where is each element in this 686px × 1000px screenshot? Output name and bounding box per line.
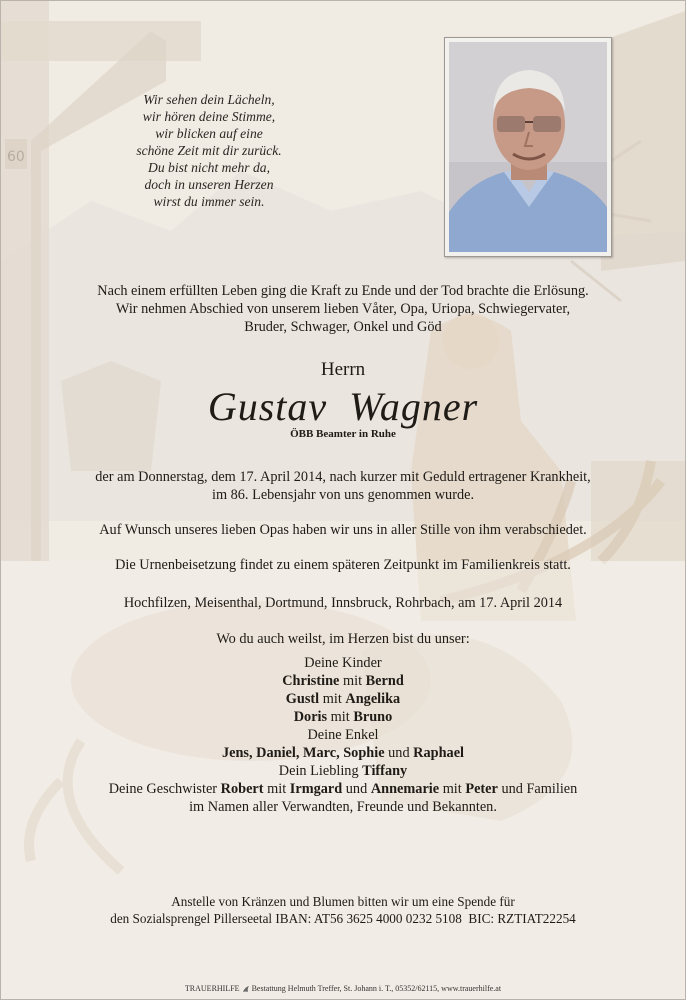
connector: und Familien xyxy=(501,781,578,797)
portrait-photo xyxy=(444,37,612,257)
footer-brand: TRAUERHILFE xyxy=(184,984,240,993)
death-notice-line: der am Donnerstag, dem 17. April 2014, nach kurzer mit Geduld ertragener Krankheit, xyxy=(95,469,591,485)
connector: mit xyxy=(342,673,363,689)
family-member: Doris xyxy=(293,709,328,725)
family-row xyxy=(1,780,685,798)
poem-line: wir hören deine Stimme, xyxy=(142,109,276,124)
family-member: Irmgard xyxy=(289,781,343,797)
family-row xyxy=(1,672,685,690)
grandchildren-label: Deine Enkel xyxy=(307,727,379,743)
salutation: Herrn xyxy=(320,359,366,380)
poem-line: wirst du immer sein. xyxy=(153,194,265,209)
family-row xyxy=(1,690,685,708)
family-row xyxy=(1,744,685,762)
poem-line: wir blicken auf eine xyxy=(155,126,263,141)
family-member: Gustl xyxy=(285,691,320,707)
intro-text xyxy=(1,282,685,336)
connector: und xyxy=(388,745,410,761)
intro-line: Wir nehmen Abschied von unserem lieben Våter, Opa, Uriopa, Schwiegervater, xyxy=(115,301,571,317)
family-member: Bernd xyxy=(365,673,404,689)
donation-line: den Sozialsprengel Pillerseetal IBAN: AT56 3625 4000 0232 5108 BIC: RZTIAT22254 xyxy=(110,911,576,926)
connector: und xyxy=(345,781,368,797)
family-member: Bruno xyxy=(353,709,393,725)
portrait-image xyxy=(449,42,607,252)
footer xyxy=(1,984,685,994)
poem-line: Wir sehen dein Lächeln, xyxy=(143,92,275,107)
death-notice xyxy=(1,468,685,504)
motto: Wo du auch weilst, im Herzen bist du unser: xyxy=(216,631,470,647)
intro-line: Nach einem erfüllten Leben ging die Kraft zu Ende und der Tod brachte die Erlösung. xyxy=(97,283,589,299)
donation-line: Anstelle von Kränzen und Blumen bitten wir um eine Spende für xyxy=(171,894,515,909)
family-list xyxy=(1,654,685,816)
family-member: Christine xyxy=(282,673,340,689)
wish-text: Auf Wunsch unseres lieben Opas haben wir uns in aller Stille von ihm verabschiedet. xyxy=(99,522,587,538)
family-member: Angelika xyxy=(345,691,401,707)
family-row xyxy=(1,708,685,726)
places-date: Hochfilzen, Meisenthal, Dortmund, Innsbruck, Rohrbach, am 17. April 2014 xyxy=(123,595,563,611)
urn-text: Die Urnenbeisetzung findet zu einem späteren Zeitpunkt im Familienkreis statt. xyxy=(115,557,571,573)
poem-line: doch in unseren Herzen xyxy=(144,177,274,192)
connector: mit xyxy=(442,781,462,797)
connector: mit xyxy=(322,691,342,707)
occupation: ÖBB Beamter in Ruhe xyxy=(290,428,396,440)
siblings-label: Deine Geschwister xyxy=(108,781,218,797)
favorite-label: Dein Liebling xyxy=(278,763,359,779)
poem xyxy=(119,91,299,210)
dove-icon xyxy=(242,985,250,994)
intro-line: Bruder, Schwager, Onkel und Göd xyxy=(244,319,442,335)
family-row xyxy=(1,762,685,780)
family-member: Annemarie xyxy=(370,781,440,797)
death-notice-line: im 86. Lebensjahr von uns genommen wurde. xyxy=(211,487,475,503)
family-member: Tiffany xyxy=(362,763,408,779)
family-member: Robert xyxy=(220,781,264,797)
svg-text:60: 60 xyxy=(7,149,25,165)
poem-line: schöne Zeit mit dir zurück. xyxy=(136,143,282,158)
deceased-name: Gustav Wagner xyxy=(207,384,479,429)
donation-request xyxy=(1,893,685,927)
children-label: Deine Kinder xyxy=(304,655,382,671)
poem-line: Du bist nicht mehr da, xyxy=(148,160,270,175)
closing-line: im Namen aller Verwandten, Freunde und Bekannten. xyxy=(189,799,497,815)
family-member: Jens, Daniel, Marc, Sophie xyxy=(221,745,385,761)
family-member: Raphael xyxy=(413,745,465,761)
connector: mit xyxy=(330,709,350,725)
connector: mit xyxy=(267,781,287,797)
footer-text: Bestattung Helmuth Treffer, St. Johann i. T., 05352/62115, www.trauerhilfe.at xyxy=(251,984,502,993)
family-member: Peter xyxy=(465,781,498,797)
